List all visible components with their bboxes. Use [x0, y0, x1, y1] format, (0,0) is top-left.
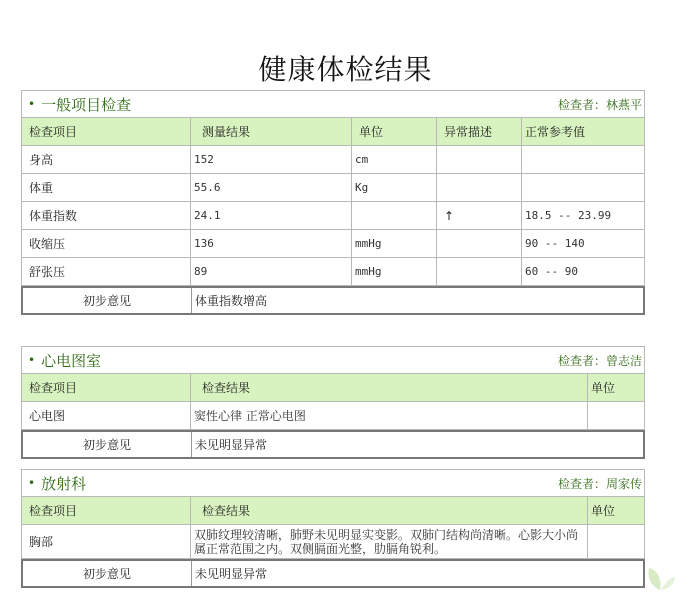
item-name: 胸部 [22, 525, 191, 559]
examiner: 检查者：林燕平 [557, 97, 642, 112]
col-header: 检查结果 [191, 497, 588, 525]
unit: mmHg [352, 258, 437, 286]
col-header: 单位 [352, 118, 437, 146]
measured-value: 55.6 [191, 174, 352, 202]
general-exam-section [21, 90, 645, 315]
preliminary-opinion [21, 430, 645, 459]
bullet-dot-icon: • [28, 476, 36, 490]
col-header: 单位 [588, 497, 645, 525]
abnormal-desc: ↑ [437, 202, 522, 230]
section-header [21, 90, 645, 117]
table-row [22, 258, 645, 286]
unit [588, 402, 645, 430]
section-title [28, 350, 101, 371]
col-header: 异常描述 [437, 118, 522, 146]
reference-range [522, 174, 645, 202]
table-header-row [22, 497, 645, 525]
abnormal-desc [437, 146, 522, 174]
ecg-table [21, 373, 645, 430]
examiner: 检查者：曾志洁 [557, 353, 642, 368]
radiology-table [21, 496, 645, 559]
unit [588, 525, 645, 559]
item-name: 体重 [22, 174, 191, 202]
col-header: 检查项目 [22, 118, 191, 146]
col-header: 检查项目 [22, 497, 191, 525]
col-header: 正常参考值 [522, 118, 645, 146]
preliminary-opinion [21, 286, 645, 315]
item-name: 体重指数 [22, 202, 191, 230]
unit: cm [352, 146, 437, 174]
reference-range: 60 -- 90 [522, 258, 645, 286]
reference-range [522, 146, 645, 174]
preliminary-opinion [21, 559, 645, 588]
section-title-text: 放射科 [41, 474, 87, 493]
unit: Kg [352, 174, 437, 202]
measured-value: 24.1 [191, 202, 352, 230]
abnormal-desc [437, 230, 522, 258]
leaf-logo-icon [643, 564, 677, 592]
opinion-value: 体重指数增高 [195, 294, 268, 308]
section-title [28, 94, 131, 115]
col-header: 检查结果 [191, 374, 588, 402]
section-title-text: 一般项目检查 [41, 95, 132, 114]
table-row [22, 525, 645, 559]
item-name: 心电图 [22, 402, 191, 430]
col-header: 单位 [588, 374, 645, 402]
col-header: 检查项目 [22, 374, 191, 402]
table-header-row [22, 374, 645, 402]
general-exam-table [21, 117, 645, 286]
section-header [21, 469, 645, 496]
opinion-label: 初步意见 [23, 432, 192, 457]
opinion-value: 未见明显异常 [195, 567, 268, 581]
radiology-section [21, 469, 645, 588]
exam-result: 窦性心律 正常心电图 [191, 402, 588, 430]
section-header [21, 346, 645, 373]
table-row [22, 146, 645, 174]
reference-range: 18.5 -- 23.99 [522, 202, 645, 230]
opinion-label: 初步意见 [23, 561, 192, 586]
table-row [22, 230, 645, 258]
unit [352, 202, 437, 230]
item-name: 收缩压 [22, 230, 191, 258]
section-title [28, 473, 86, 494]
bullet-dot-icon: • [28, 353, 36, 367]
measured-value: 89 [191, 258, 352, 286]
opinion-value: 未见明显异常 [195, 438, 268, 452]
table-row [22, 202, 645, 230]
table-header-row [22, 118, 645, 146]
measured-value: 136 [191, 230, 352, 258]
section-title-text: 心电图室 [41, 351, 102, 370]
ecg-section [21, 346, 645, 459]
abnormal-desc [437, 174, 522, 202]
abnormal-desc [437, 258, 522, 286]
bullet-dot-icon: • [28, 97, 36, 111]
exam-result: 双肺纹理较清晰，肺野未见明显实变影。双肺门结构尚清晰。心影大小尚属正常范围之内。双侧膈面光整，肋膈角锐利。 [191, 525, 588, 559]
measured-value: 152 [191, 146, 352, 174]
examiner: 检查者：周家传 [557, 476, 642, 491]
opinion-label: 初步意见 [23, 288, 192, 313]
item-name: 舒张压 [22, 258, 191, 286]
page-title: 健康体检结果 [258, 53, 433, 86]
item-name: 身高 [22, 146, 191, 174]
col-header: 测量结果 [191, 118, 352, 146]
table-row [22, 174, 645, 202]
reference-range: 90 -- 140 [522, 230, 645, 258]
table-row [22, 402, 645, 430]
unit: mmHg [352, 230, 437, 258]
